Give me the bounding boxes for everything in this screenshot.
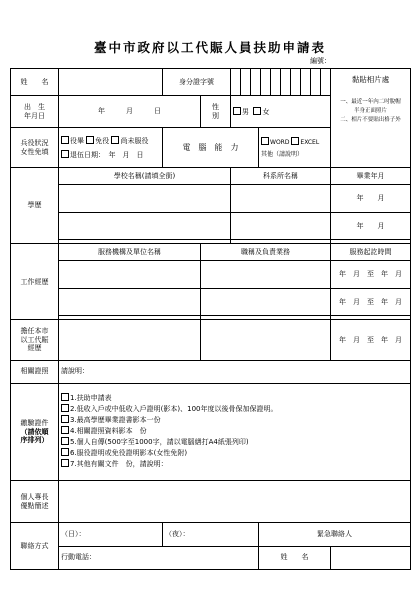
served-period-field[interactable]: 年 月 至 年 月 [331, 320, 411, 360]
application-form-table [10, 68, 411, 570]
photo-label: 黏貼相片處 [351, 75, 390, 84]
id-number-field[interactable] [231, 69, 331, 96]
doc-checkbox[interactable] [61, 459, 69, 467]
birth-date-label: 出 生 年月日 [11, 96, 59, 128]
emergency-contact-label: 緊急聯絡人 [259, 523, 411, 546]
documents-list [59, 383, 411, 480]
education-school-field[interactable] [59, 185, 231, 212]
day-phone-field[interactable]: （日）： [59, 523, 163, 546]
strengths-label: 個人專長 優點簡述 [11, 481, 59, 523]
served-experience-label: 擔任本市 以工代賑 經歷 [11, 320, 59, 360]
work-org-field[interactable] [59, 288, 201, 315]
emergency-name-label: 姓 名 [259, 546, 331, 569]
doc-checkbox[interactable] [61, 404, 69, 412]
work-title-field[interactable] [201, 288, 331, 315]
emergency-name-field[interactable] [331, 546, 411, 569]
discharge-date-label: 退伍日期： 年 月 日 [70, 150, 144, 159]
male-checkbox[interactable] [233, 107, 241, 115]
photo-area [331, 69, 411, 168]
work-header-period: 服務起訖時間 [331, 244, 411, 261]
education-header-school: 學校名稱(請填全銜) [59, 168, 231, 185]
doc-checkbox[interactable] [61, 437, 69, 445]
female-checkbox[interactable] [253, 107, 261, 115]
education-grad-field[interactable]: 年 月 [331, 185, 411, 212]
work-title-field[interactable] [201, 261, 331, 288]
military-done-label: 役畢 [70, 137, 84, 145]
military-options [59, 128, 163, 168]
form-number-label: 編號： [310, 57, 331, 65]
doc-item-7: 7.其他有關文件 份，請說明： [61, 459, 408, 470]
computer-skills-options [259, 128, 331, 168]
id-number-label: 身分證字號 [163, 69, 231, 96]
military-status-label: 兵役狀況 女性免填 [11, 128, 59, 168]
form-title: 臺中市政府以工代賑人員扶助申請表 [93, 40, 326, 55]
doc-checkbox[interactable] [61, 415, 69, 423]
gender-label: 性 別 [201, 96, 231, 128]
gender-options [231, 96, 331, 128]
photo-note-2: 半身正面照片 [354, 108, 388, 115]
military-done-checkbox[interactable] [61, 136, 69, 144]
computer-skills-label: 電 腦 能 力 [163, 128, 259, 168]
documents-label-cell [11, 383, 59, 480]
doc-checkbox[interactable] [61, 393, 69, 401]
military-not-served-label: 尚未服役 [120, 137, 149, 145]
education-header-grad: 畢業年月 [331, 168, 411, 185]
birth-date-field[interactable]: 年 月 日 [59, 96, 201, 128]
doc-item-6: 6.服役證明或免役證明影本(女性免附) [61, 448, 408, 459]
name-field[interactable] [59, 69, 163, 96]
education-grad-field[interactable]: 年 月 [331, 212, 411, 239]
certificates-field[interactable]: 請說明： [59, 360, 411, 383]
work-period-field[interactable]: 年 月 至 年 月 [331, 288, 411, 315]
work-period-field[interactable]: 年 月 至 年 月 [331, 261, 411, 288]
doc-item-5: 5.個人自傳(500字至1000字，請以電腦繕打A4紙張列印) [61, 437, 408, 448]
military-exempt-label: 免役 [95, 137, 110, 145]
name-label: 姓 名 [11, 69, 59, 96]
education-header-dept: 科系所名稱 [231, 168, 331, 185]
doc-item-1: 1.扶助申請表 [61, 393, 408, 404]
photo-note-1: 一、最近一年內二吋脫帽 [340, 99, 401, 106]
work-header-title: 職稱及負責業務 [201, 244, 331, 261]
male-label: 男 [242, 107, 250, 116]
documents-label: 繳驗證件 [20, 418, 49, 427]
photo-note-3: 二、相片不要貼出格子外 [340, 117, 401, 124]
doc-checkbox[interactable] [61, 426, 69, 434]
mobile-phone-field[interactable]: 行動電話： [59, 546, 259, 569]
education-label: 學歷 [11, 168, 59, 244]
served-title-field[interactable] [201, 320, 331, 360]
female-label: 女 [262, 107, 270, 116]
work-experience-label: 工作經歷 [11, 244, 59, 320]
excel-label: EXCEL [300, 139, 320, 147]
military-not-served-checkbox[interactable] [111, 136, 119, 144]
word-checkbox[interactable] [261, 137, 269, 145]
work-header-org: 服務機構及單位名稱 [59, 244, 201, 261]
doc-item-4: 4.相關證照資料影本 份 [61, 426, 408, 437]
documents-sublabel: （請依順 序排列） [20, 427, 49, 445]
word-label: WORD [270, 139, 290, 147]
strengths-field[interactable] [59, 481, 411, 523]
discharge-checkbox[interactable] [61, 150, 69, 158]
certificates-label: 相關證照 [11, 360, 59, 383]
education-dept-field[interactable] [231, 185, 331, 212]
contact-label: 聯絡方式 [11, 523, 59, 570]
other-skills-label: 其他（請說明） [261, 150, 304, 158]
excel-checkbox[interactable] [291, 137, 299, 145]
night-phone-field[interactable]: （夜）： [163, 523, 259, 546]
served-org-field[interactable] [59, 320, 201, 360]
work-org-field[interactable] [59, 261, 201, 288]
education-dept-field[interactable] [231, 212, 331, 239]
doc-item-2: 2.低收入戶或中低收入戶證明(影本)、100年度以後骨保加保證明。 [61, 404, 408, 415]
doc-checkbox[interactable] [61, 448, 69, 456]
doc-item-3: 3.最高學歷畢業證書影本一份 [61, 415, 408, 426]
military-exempt-checkbox[interactable] [86, 136, 94, 144]
education-school-field[interactable] [59, 212, 231, 239]
